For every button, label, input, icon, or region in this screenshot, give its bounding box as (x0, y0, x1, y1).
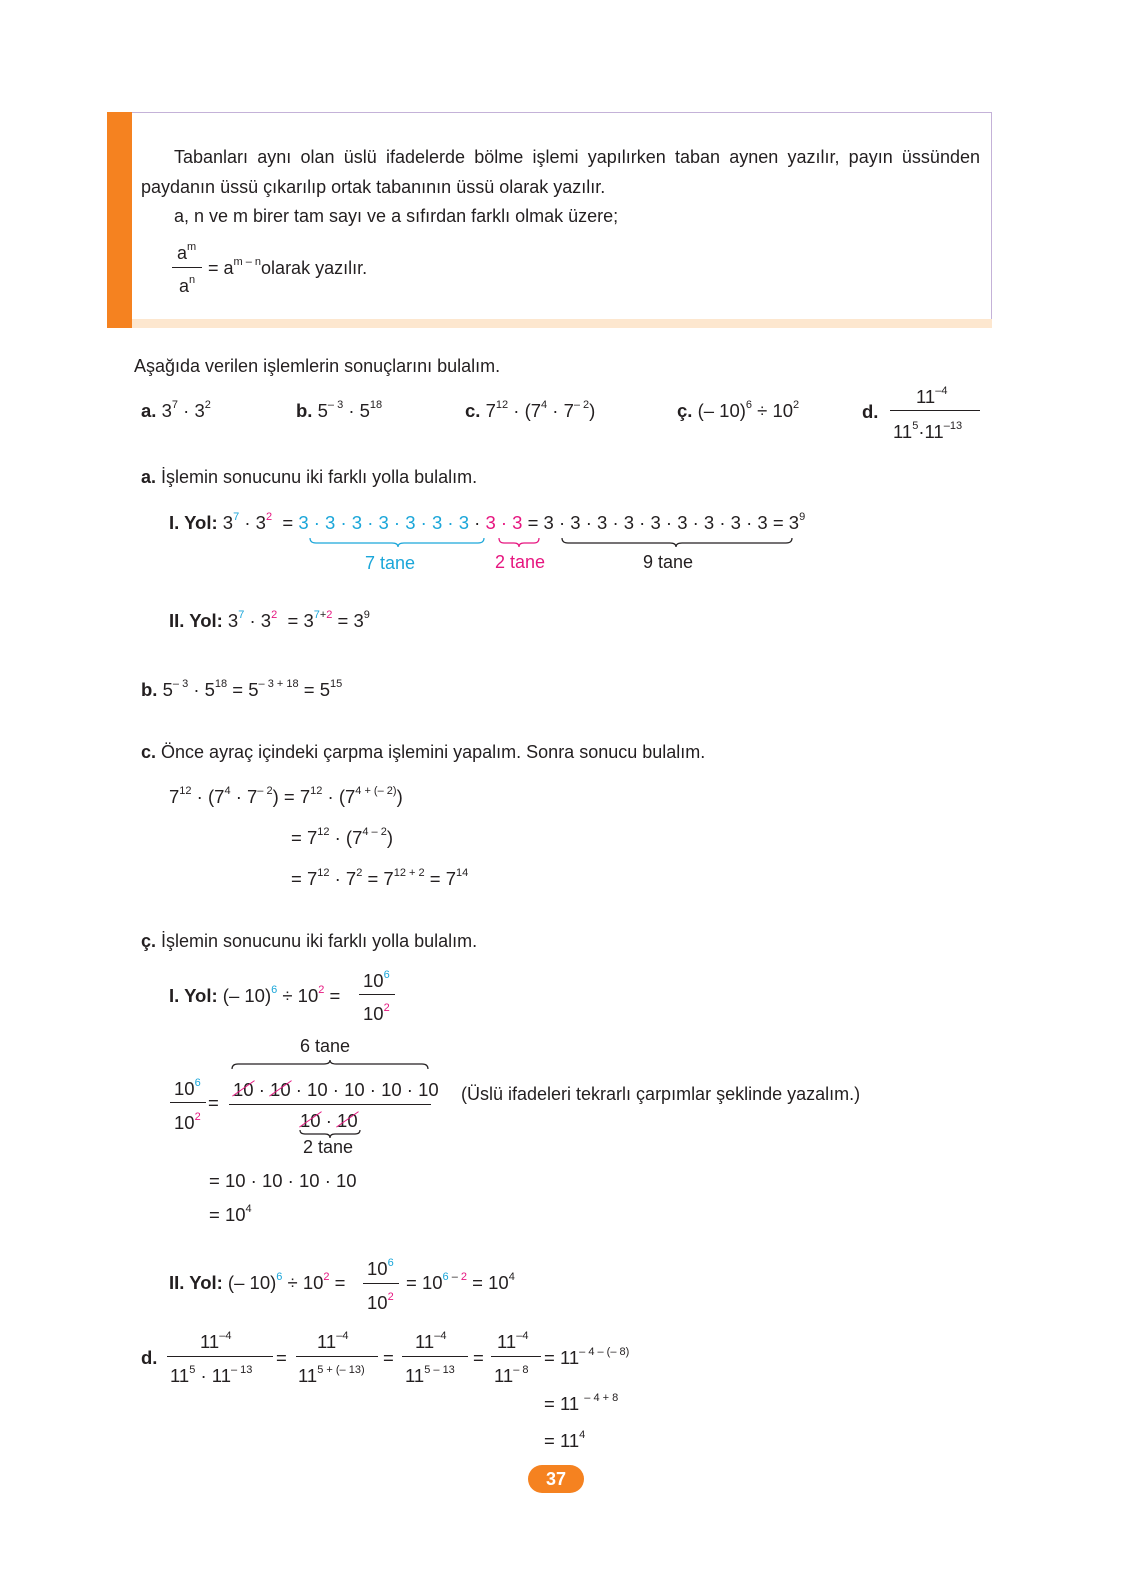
problem-c: c. $7^{12} \cdot (7^4 \cdot 7^{- 2})$ (465, 399, 596, 421)
brace-label-6: 6 tane (300, 1036, 351, 1056)
solution-cc-note: (Üslü ifadeleri tekrarlı çarpımlar şeklinde yazalım.) (461, 1084, 861, 1104)
brace-label-7: 7 tane (365, 553, 416, 573)
rule-text-line2: paydanın üssü çıkarılıp ortak tabanının üssü olarak yazılır. (141, 177, 606, 197)
solution-a-braces (308, 536, 798, 548)
solution-c-step2: = $7^{12} \cdot (7^{4 - 2})$ (291, 826, 394, 848)
solution-c-heading: c. Önce ayraç içindeki çarpma işlemini yapalım. Sonra sonucu bulalım. (141, 742, 706, 762)
solution-d-step3: = $11^4$ (544, 1429, 586, 1451)
formula-text: olarak yazılır. (261, 258, 368, 278)
solution-cc-step1: = 10 · 10 · 10 · 10 (209, 1170, 357, 1191)
solution-cc-step2: = $10^4$ (209, 1203, 252, 1225)
problem-d-label: d. (862, 401, 879, 422)
formula-denominator: a (179, 276, 190, 296)
intro-text: Aşağıda verilen işlemlerin sonuçlarını bulalım. (134, 356, 501, 376)
solution-cc-yol1: I. Yol: (– $10)^6 \div 10^2$ = (169, 984, 341, 1006)
problem-b: b. $5^{- 3} \cdot 5^{18}$ (296, 399, 383, 421)
solution-cc-heading: ç. İşlemin sonucunu iki farklı yolla bulalım. (141, 931, 478, 951)
formula-denominator-exp: n (189, 274, 196, 286)
brace-label-2b: 2 tane (303, 1137, 354, 1157)
solution-c-step1: $7^{12} \cdot (7^4 \cdot 7^{- 2}) = 7^{12} \cdot (7^{4 + (- 2)})$ (169, 785, 403, 807)
solution-cc-top-brace (230, 1058, 432, 1070)
rule-text-line1: Tabanları aynı olan üslü ifadelerde bölme işlemi yapılırken taban aynen yazılır, payın üssünden (174, 147, 980, 167)
page-number: 37 (528, 1465, 584, 1493)
brace-label-9: 9 tane (643, 552, 694, 572)
problem-cc: ç. (– $10)^6 \div 10^2$ (677, 399, 800, 421)
formula-numerator: a (177, 243, 188, 263)
problem-a: a. $3^7 \cdot 3^2$ (141, 399, 211, 421)
rule-box-bottom-strip (132, 319, 992, 328)
rule-box-accent-bar (107, 112, 132, 328)
rule-text-line3: a, n ve m birer tam sayı ve a sıfırdan farklı olmak üzere; (174, 206, 619, 226)
formula-result: = a (208, 258, 234, 278)
formula-numerator-exp: m (187, 241, 197, 253)
solution-a-yol1: I. Yol: $3^7 \cdot 3^2 = 3 \cdot 3 \cdot 3 \cdot 3 \cdot 3 \cdot 3 \cdot 3 \cdot 3 \cdot 3 = 3 \cdot 3 \cdot 3 \cdot 3 \cdot 3 \cdot 3 \cdot 3 \cdot 3 \cdot 3 = 3^9$ (169, 511, 806, 533)
formula-result-exp: m – n (233, 256, 262, 268)
solution-d-step2: = 11 $^{- 4 + 8}$ (544, 1392, 619, 1414)
solution-d-label: d. (141, 1347, 158, 1368)
solution-c-step3: = $7^{12} \cdot 7^2 = 7^{12 + 2} = 7^{14}$ (291, 867, 469, 889)
solution-cc-yol2: II. Yol: (– $10)^6 \div 10^2$ = (169, 1271, 346, 1293)
formula-fraction-bar (172, 267, 202, 268)
solution-a-yol2: II. Yol: $3^7 \cdot 3^2 = 3^{7+2} = 3^9$ (169, 609, 370, 631)
solution-b: b. $5^{- 3} \cdot 5^{18} = 5^{- 3 + 18} = 5^{15}$ (141, 678, 343, 700)
brace-label-2: 2 tane (495, 552, 546, 572)
solution-a-heading: a. İşlemin sonucunu iki farklı yolla bulalım. (141, 467, 478, 487)
